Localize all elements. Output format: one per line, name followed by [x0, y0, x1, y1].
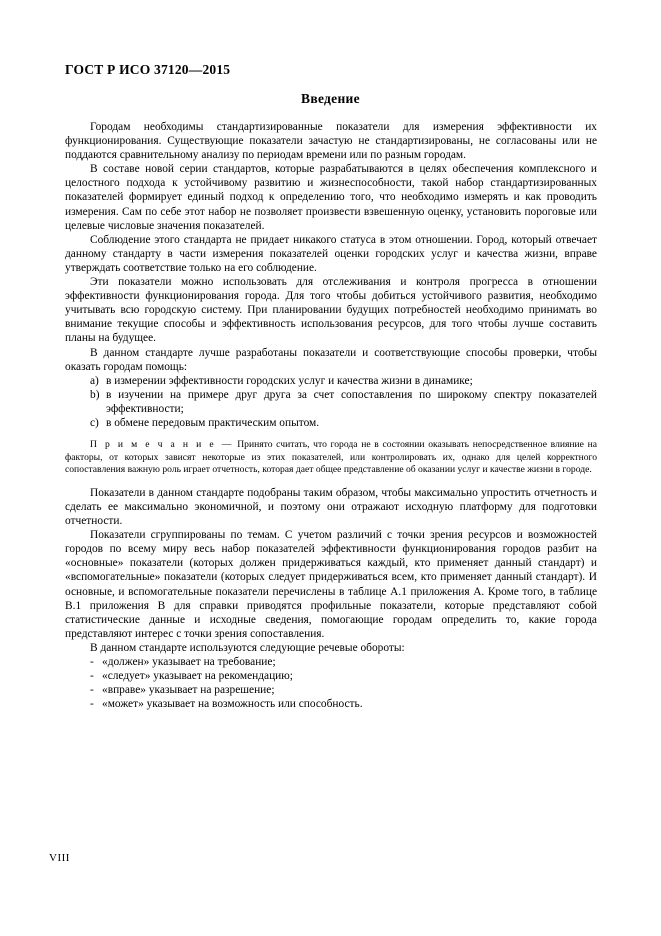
- paragraph: В данном стандарте используются следующие речевые обороты:: [90, 641, 405, 654]
- list-marker: -: [90, 655, 94, 668]
- paragraph: Эти показатели можно использовать для отслеживания и контроля прогресса в отношении эффективности функционирования города. Для того чтобы добиться устойчивого развития, необходимо учитывать всю городскую систему. При планировании будущих потребностей необходимо принимать во внимание текущие способы и эффективность использования ресурсов, для того чтобы лучше составить планы на будущее.: [65, 276, 597, 345]
- list-item: [65, 388, 597, 416]
- list-item-label: в измерении эффективности городских услуг и качества жизни в динамике;: [106, 374, 473, 387]
- list-marker: c): [90, 416, 99, 429]
- list-marker: -: [90, 684, 94, 697]
- note-block: [65, 439, 597, 477]
- paragraph: Показатели сгруппированы по темам. С учетом различий с точки зрения ресурсов и возможностей городов по всему миру весь набор показателей эффективности функционирования городов разбит на «основные» показатели (которых должен придерживаться каждый, кто применяет данный стандарт) и «вспомогательные» показатели (которых следует придерживаться всем, кто применяет данный стандарт). И основные, и вспомогательные показатели перечислены в таблице А.1 приложения А. Кроме того, в таблице В.1 приложения В для справки приводятся профильные показатели, которые представляют собой статистические данные и исходные сведения, помогающие городам определить то, какие города представляют интерес с точки зрения сопоставления.: [65, 529, 597, 640]
- page-number: VIII: [49, 852, 70, 864]
- list-marker: -: [90, 698, 94, 711]
- note-label: П р и м е ч а н и е —: [90, 439, 234, 451]
- paragraph: В составе новой серии стандартов, которые разрабатываются в целях обеспечения комплексного и целостного подхода к устойчивому развитию и жизнеспособности, такой набор стандартизированных показателей формирует единый подход к определению того, что необходимо измерять и как проводить измерения. Сам по себе этот набор не позволяет произвести взвешенную оценку, установить пороговые или целевые числовые значения показателей.: [65, 163, 597, 232]
- terms-list: [65, 655, 597, 711]
- list-marker: b): [90, 388, 100, 401]
- document-body: [65, 120, 597, 711]
- paragraph: Соблюдение этого стандарта не придает никакого статуса в этом отношении. Город, который отвечает данному стандарту в части измерения показателей оценки городских услуг и качества жизни, вправе утверждать соответствие только на его соблюдение.: [65, 233, 597, 274]
- list-item: [65, 655, 597, 669]
- paragraph: Городам необходимы стандартизированные показатели для измерения эффективности их функционирования. Существующие показатели зачастую не стандартизированы, не согласованы или не поддаются сравнительному анализу по периодам времени или по разным городам.: [65, 121, 597, 162]
- list-item-label: в обмене передовым практическим опытом.: [106, 416, 320, 429]
- paragraph: Показатели в данном стандарте подобраны таким образом, чтобы максимально упростить отчетность и сделать ее максимально экономичной, и поэтому они отражают исходную платформу для подготовки отчетности.: [65, 486, 597, 528]
- standard-identifier: ГОСТ Р ИСО 37120—2015: [65, 62, 231, 77]
- note-text: Принято считать, что города не в состоянии оказывать непосредственное влияние на факторы, от которых зависят некоторые из этих показателей, или контролировать их, однако для целей корректного сопоставления важную роль играет отчетность, которая дает общее представление об оказании услуг и качестве жизни в городе.: [65, 439, 598, 476]
- list-item-label: «следует» указывает на рекомендацию;: [102, 670, 293, 683]
- list-marker: -: [90, 670, 94, 683]
- list-item-label: «может» указывает на возможность или способность.: [102, 698, 363, 711]
- list-item-label: «должен» указывает на требование;: [102, 655, 276, 668]
- list-item: [65, 697, 597, 711]
- list-marker: a): [90, 374, 99, 387]
- list-item: [65, 669, 597, 683]
- paragraph: В данном стандарте лучше разработаны показатели и соответствующие способы проверки, чтобы оказать городам помощь:: [65, 346, 597, 373]
- list-item: [65, 416, 597, 430]
- list-item: [65, 374, 597, 388]
- list-item-label: «вправе» указывает на разрешение;: [102, 684, 275, 697]
- page-title: Введение: [301, 91, 360, 106]
- alpha-list: [65, 374, 597, 430]
- list-item: [65, 683, 597, 697]
- list-item-label: в изучении на примере друг друга за счет сопоставления по широкому спектру показателей эффективности;: [106, 388, 597, 415]
